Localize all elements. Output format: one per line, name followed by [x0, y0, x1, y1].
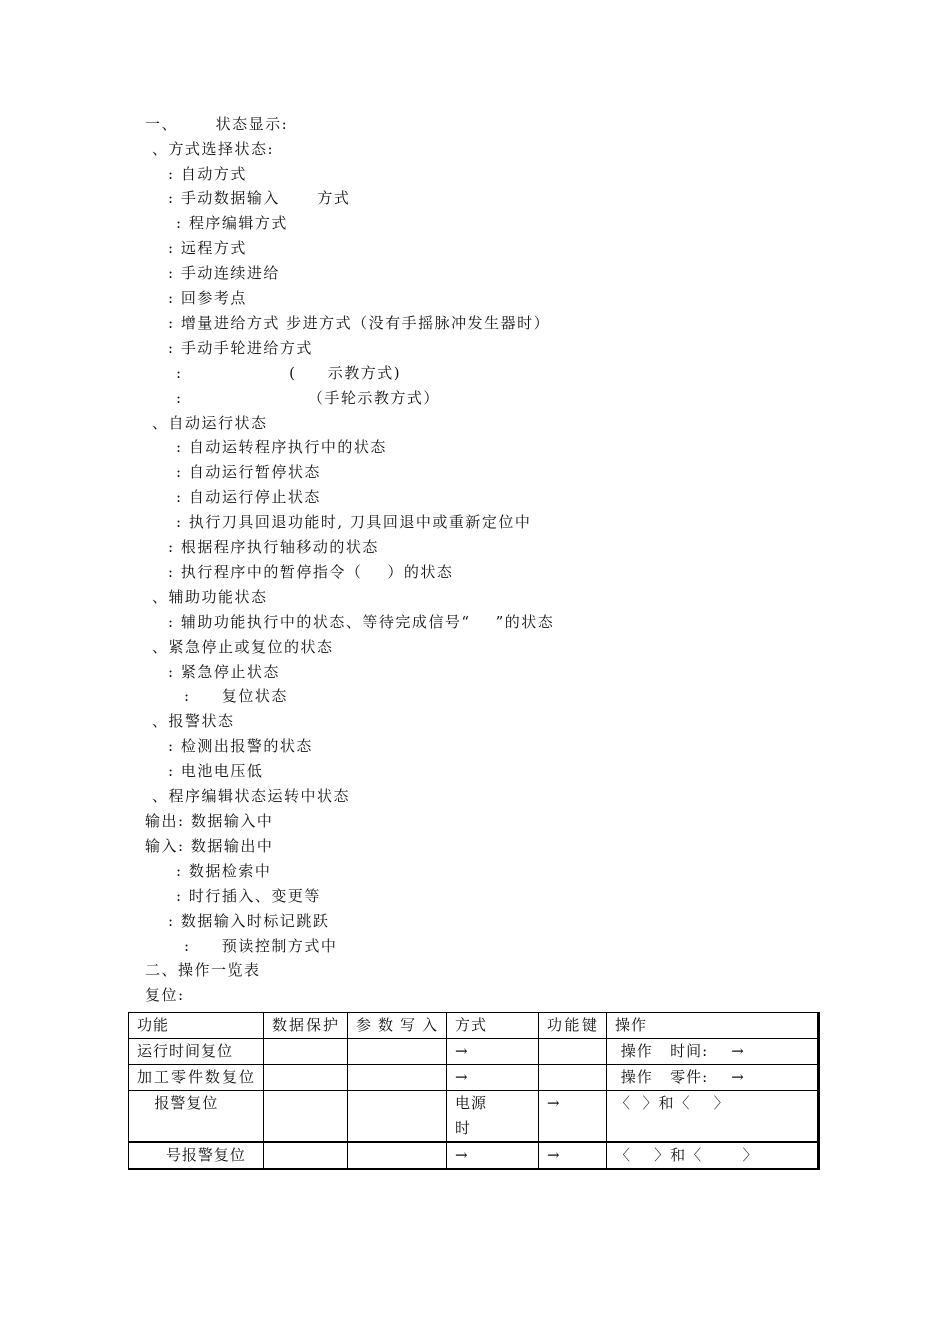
text-line: : 根据程序执行轴移动的状态 — [168, 538, 379, 556]
cell-function-key: → — [539, 1142, 607, 1169]
text-line: : 辅助功能执行中的状态、等待完成信号“ ”的状态 — [168, 613, 555, 631]
text-line: : 执行刀具回退功能时, 刀具回退中或重新定位中 — [176, 513, 532, 531]
text-line: : 自动运转程序执行中的状态 — [176, 438, 387, 456]
cell-function: 加工零件数复位 — [129, 1065, 264, 1091]
text-line: : 时行插入、变更等 — [176, 887, 321, 905]
text-line: : ( 示教方式) — [176, 364, 402, 382]
text-line: 、紧急停止或复位的状态 — [152, 638, 334, 656]
cell-param-write — [348, 1065, 447, 1091]
cell-param-write — [348, 1091, 447, 1143]
table-row — [129, 1142, 819, 1169]
text-line: : 数据检索中 — [176, 862, 272, 880]
text-line: 输入: 数据输出中 — [145, 837, 274, 855]
header-mode: 方式 — [447, 1013, 539, 1039]
text-line: 一、 状态显示: — [145, 115, 289, 133]
text-line: : （手轮示教方式） — [176, 389, 440, 407]
text-line: 、报警状态 — [152, 712, 235, 730]
cell-mode: → — [447, 1142, 539, 1169]
text-line: : 紧急停止状态 — [168, 663, 280, 681]
header-function-key: 功能键 — [539, 1013, 607, 1039]
text-line: : 预读控制方式中 — [184, 937, 338, 955]
text-line: : 数据输入时标记跳跃 — [168, 912, 330, 930]
text-line: : 自动运行暂停状态 — [176, 463, 321, 481]
cell-operation: 操作 时间: → — [607, 1039, 819, 1065]
text-line: : 执行程序中的暂停指令（ ）的状态 — [168, 563, 454, 581]
cell-mode: → — [447, 1065, 539, 1091]
cell-function: 运行时间复位 — [129, 1039, 264, 1065]
text-line: 、辅助功能状态 — [152, 588, 268, 606]
text-line: 、程序编辑状态运转中状态 — [152, 787, 351, 805]
cell-param-write — [348, 1142, 447, 1169]
cell-function: 号报警复位 — [129, 1142, 264, 1169]
cell-operation: 〈 〉和〈 〉 — [607, 1142, 819, 1169]
cell-param-write — [348, 1039, 447, 1065]
table-row — [129, 1039, 819, 1065]
text-line: : 回参考点 — [168, 289, 247, 307]
header-operation: 操作 — [607, 1013, 819, 1039]
header-data-protect: 数据保护 — [264, 1013, 348, 1039]
cell-function-key: → — [539, 1091, 607, 1143]
table-header-row — [129, 1013, 819, 1039]
text-line: 输出: 数据输入中 — [145, 812, 274, 830]
cell-function-key — [539, 1039, 607, 1065]
cell-operation: 操作 零件: → — [607, 1065, 819, 1091]
text-line: : 手动数据输入 方式 — [168, 189, 351, 207]
text-line: 、方式选择状态: — [152, 140, 275, 158]
text-line: 、自动运行状态 — [152, 414, 268, 432]
text-line: 二、操作一览表 — [145, 961, 261, 979]
cell-function-key — [539, 1065, 607, 1091]
text-line: : 手动手轮进给方式 — [168, 339, 313, 357]
cell-data-protect — [264, 1142, 348, 1169]
header-param-write: 参数写入 — [348, 1013, 447, 1039]
table-row — [129, 1065, 819, 1091]
text-line: 复位: — [145, 986, 185, 1004]
text-line: : 远程方式 — [168, 239, 247, 257]
cell-data-protect — [264, 1091, 348, 1143]
text-line: : 检测出报警的状态 — [168, 737, 313, 755]
text-line: : 自动方式 — [168, 165, 247, 183]
cell-data-protect — [264, 1065, 348, 1091]
text-line: : 电池电压低 — [168, 762, 264, 780]
text-line: : 复位状态 — [184, 687, 288, 705]
text-line: : 自动运行停止状态 — [176, 488, 321, 506]
header-function: 功能 — [129, 1013, 264, 1039]
text-line: : 程序编辑方式 — [176, 214, 288, 232]
cell-mode: 电源 时 — [447, 1091, 539, 1143]
cell-data-protect — [264, 1039, 348, 1065]
cell-mode: → — [447, 1039, 539, 1065]
table-row — [129, 1091, 819, 1143]
operation-table — [128, 1012, 820, 1170]
cell-operation: 〈 〉和〈 〉 — [607, 1091, 819, 1143]
cell-function: 报警复位 — [129, 1091, 264, 1143]
text-line: : 增量进给方式 步进方式（没有手摇脉冲发生器时） — [168, 314, 551, 332]
text-line: : 手动连续进给 — [168, 264, 280, 282]
